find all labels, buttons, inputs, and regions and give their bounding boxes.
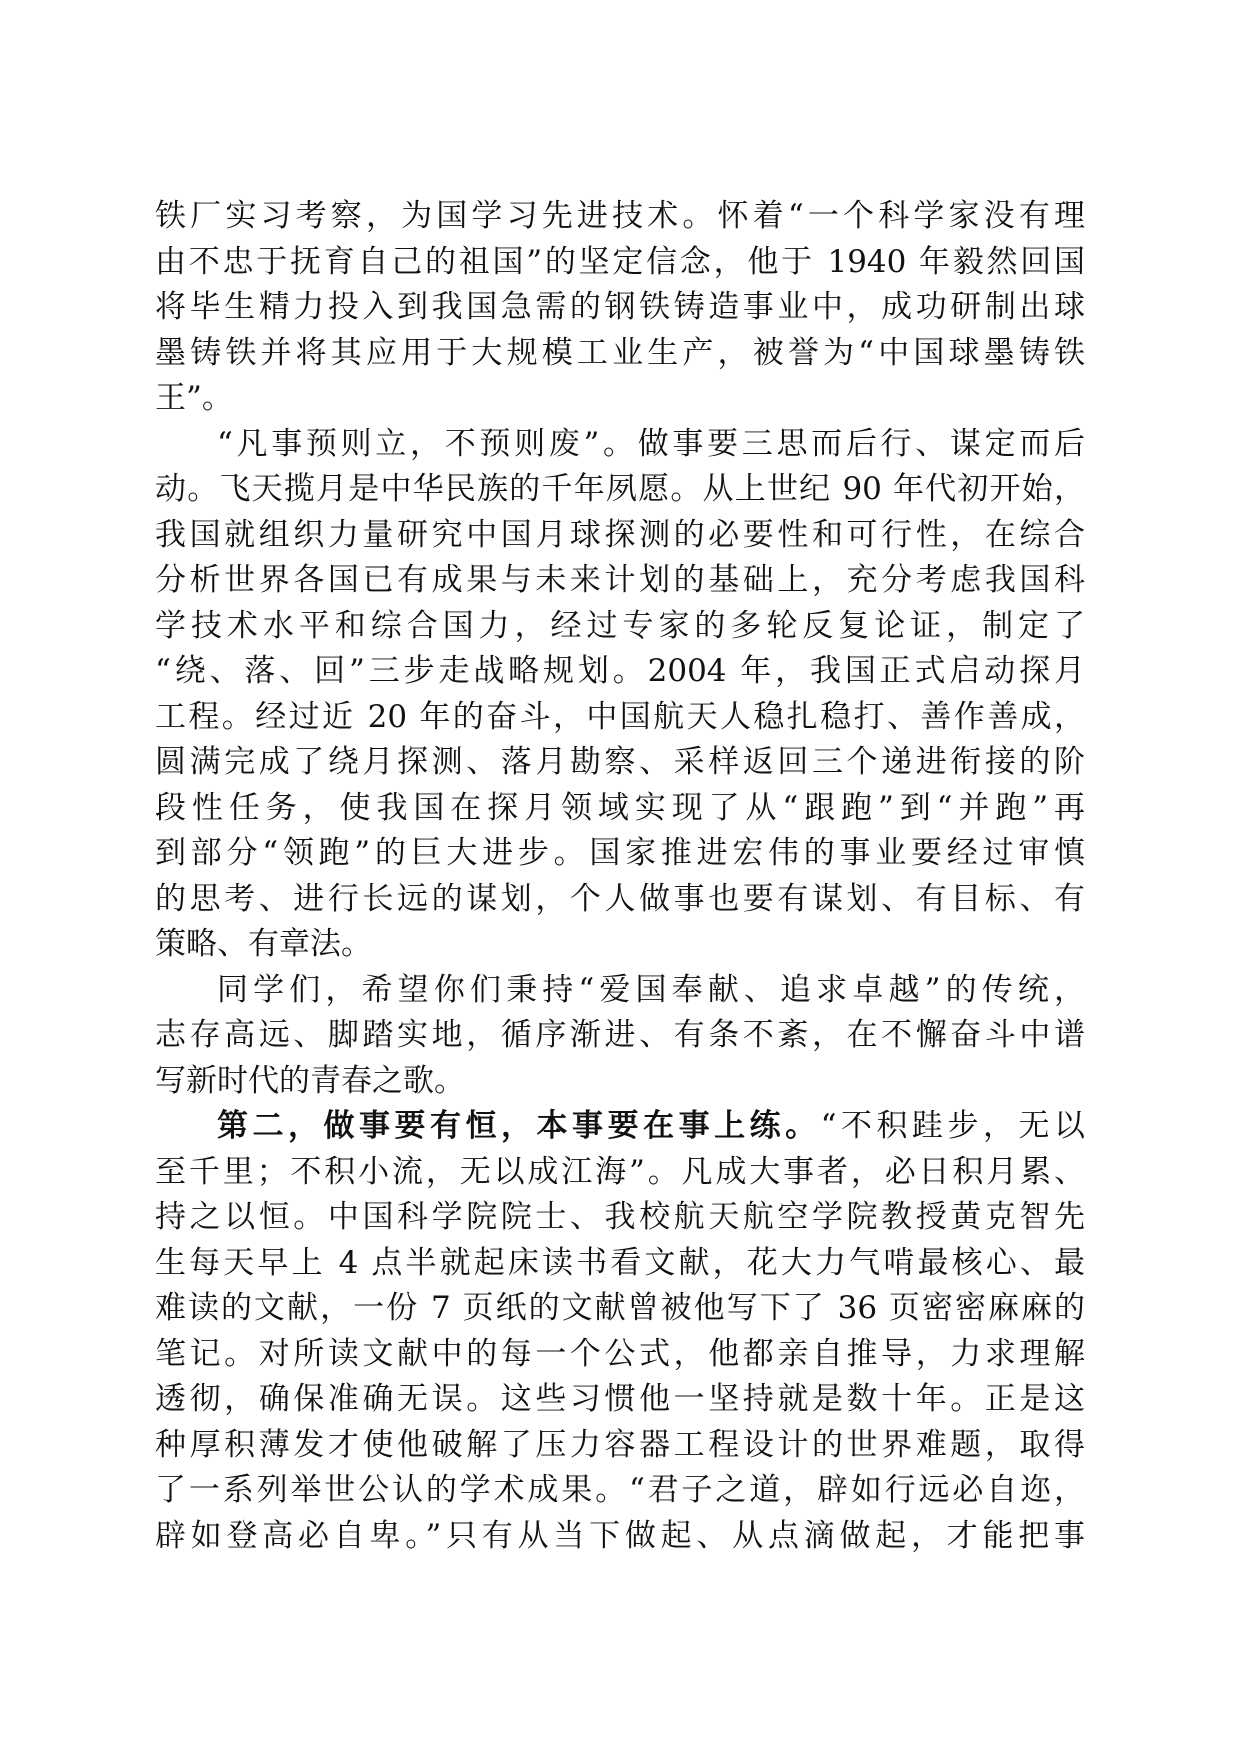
- paragraph-students: [155, 968, 1085, 1105]
- text-line: 种厚积薄发才使他破解了压力容器工程设计的世界难题，取得: [155, 1426, 1085, 1463]
- body-text: [155, 194, 1085, 1559]
- text-line: 铁厂实习考察，为国学习先进技术。怀着“一个科学家没有理: [155, 198, 1085, 234]
- text-line: 写新时代的青春之歌。: [155, 1062, 465, 1099]
- text-line: 我国就组织力量研究中国月球探测的必要性和可行性，在综合: [155, 516, 1085, 553]
- text-line: “绕、落、回”三步走战略规划。2004 年，我国正式启动探月: [155, 653, 1085, 689]
- text-line: 透彻，确保准确无误。这些习惯他一坚持就是数十年。正是这: [155, 1381, 1085, 1417]
- text-line: 将毕生精力投入到我国急需的钢铁铸造事业中，成功研制出球: [155, 289, 1085, 325]
- section-heading: 第二，做事要有恒，本事要在事上练。: [217, 1108, 821, 1144]
- text-line: 由不忠于抚育自己的祖国”的坚定信念，他于 1940 年毅然回国: [155, 243, 1085, 280]
- text-line: 生每天早上 4 点半就起床读书看文献，花大力气啃最核心、最: [155, 1244, 1085, 1281]
- paragraph-continuation: [155, 194, 1085, 422]
- text-line: 辟如登高必自卑。”只有从当下做起、从点滴做起，才能把事: [155, 1517, 1085, 1554]
- text-line: 笔记。对所读文献中的每一个公式，他都亲自推导，力求理解: [155, 1335, 1085, 1372]
- text-line: 到部分“领跑”的巨大进步。国家推进宏伟的事业要经过审慎: [155, 835, 1085, 871]
- text-line: 工程。经过近 20 年的奋斗，中国航天人稳扎稳打、善作善成，: [155, 698, 1085, 735]
- text-line: 难读的文献，一份 7 页纸的文献曾被他写下了 36 页密密麻麻的: [155, 1290, 1085, 1326]
- text-line: “凡事预则立，不预则废”。做事要三思而后行、谋定而后: [217, 425, 1085, 462]
- text-line: 分析世界各国已有成果与未来计划的基础上，充分考虑我国科: [155, 562, 1085, 598]
- text-line: 王”。: [155, 380, 233, 416]
- text-line: 策略、有章法。: [155, 926, 372, 962]
- text-line: 至千里；不积小流，无以成江海”。凡成大事者，必日积月累、: [155, 1153, 1085, 1190]
- text-line: 了一系列举世公认的学术成果。“君子之道，辟如行远必自迩，: [155, 1472, 1085, 1508]
- text-line: 段性任务，使我国在探月领域实现了从“跟跑”到“并跑”再: [155, 789, 1085, 826]
- text-line: 圆满完成了绕月探测、落月勘察、采样返回三个递进衔接的阶: [155, 744, 1085, 780]
- paragraph-second-point: [155, 1104, 1085, 1559]
- text-line: 墨铸铁并将其应用于大规模工业生产，被誉为“中国球墨铸铁: [155, 334, 1085, 371]
- text-line: 的思考、进行长远的谋划，个人做事也要有谋划、有目标、有: [155, 880, 1085, 917]
- text-line: 持之以恒。中国科学院院士、我校航天航空学院教授黄克智先: [155, 1199, 1085, 1235]
- text-line: 动。飞天揽月是中华民族的千年夙愿。从上世纪 90 年代初开始，: [155, 471, 1085, 507]
- heading-followup: “不积跬步，无以: [820, 1108, 1085, 1144]
- text-line: 同学们，希望你们秉持“爱国奉献、追求卓越”的传统，: [217, 971, 1085, 1008]
- text-line: 志存高远、脚踏实地，循序渐进、有条不紊，在不懈奋斗中谱: [155, 1017, 1085, 1053]
- paragraph-lunar-exploration: [155, 422, 1085, 968]
- text-line: 学技术水平和综合国力，经过专家的多轮反复论证，制定了: [155, 607, 1085, 644]
- text-line: [155, 1104, 1085, 1150]
